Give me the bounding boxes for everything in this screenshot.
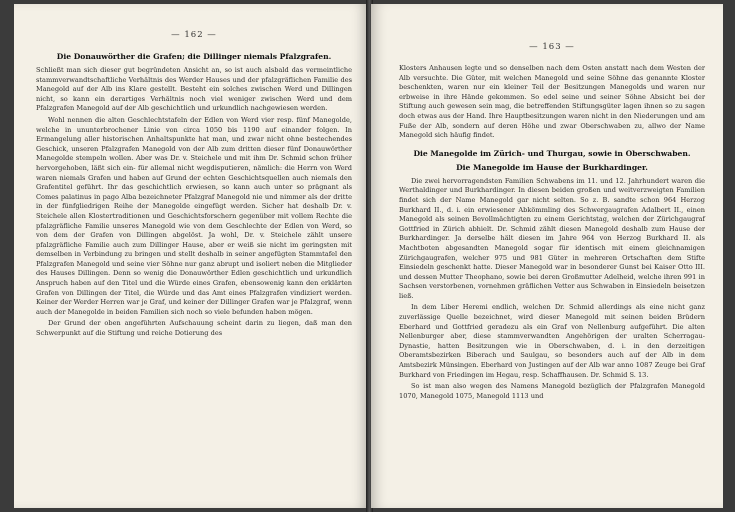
right-paragraph-1: Die zwei hervorragendsten Familien Schwabens im 11. und 12. Jahrhundert waren die Werthaldinger und Burkhardinger. In diesen beiden großen und weitverzweigten Familien findet sich der Name Manegold gar nicht selten. So z. B. sandte schon 964 Herzog Burkhard II., d. i. ein erwiesener Abkömmling des Schwergaugrafen Adalbert II., einen Manegold als seinen Bevollmächtigten zu einem Gerichtstag, welchen der Zürichgaugraf Gottfried in Zürich abhielt. Dr. Schmid zählt diesen Manegold deshalb zum Hause der Burkhardinger. Ja derselbe hält diesen im Jahre 964 von Herzog Burkhard II. als Machtboten abgesandten Manegold sogar für identisch mit einem gleichnamigen Zürichgaugrafen, welcher 975 und 981 Güter in mehreren Ortschaften dem Stifte Einsiedeln geschenkt hatte. Dieser Manegold war in besonderer Gunst bei Kaiser Otto III. und dessen Mutter Theophano, sowie bei deren Großmutter Adelheid, welche ihren 991 in Sachsen verstorbenen, vornehmen gräflichen Vetter aus Schwaben in Einsiedeln beisetzen ließ. — [399, 176, 705, 300]
right-section-heading-2: Die Manegolde im Hause der Burkhardinger. — [456, 162, 648, 172]
left-paragraph-1: Schließt man sich dieser gut begründeten Ansicht an, so ist auch alsbald das vermeintliche stammverwandtschaftliche Verhältnis des Werder Hauses und der pfalzgräflichen Familie des Manegold auf der Alb ins Klare gestellt. Besteht ein solches zwischen Werd und Dillingen nicht, so kann ein derartiges Verhältnis noch viel weniger zwischen Werd und dem Pfalzgrafen Manegold auf der Alb geschichtlich und urkundlich nachgewiesen werden. — [36, 66, 352, 113]
right-page — [371, 4, 723, 508]
left-page-number: — 162 — — [171, 30, 217, 40]
left-page — [14, 4, 368, 508]
right-paragraph-3: So ist man also wegen des Namens Manegold bezüglich der Pfalzgrafen Manegold 1070, Manegold 1075, Manegold 1113 und — [399, 382, 705, 400]
right-section-heading-1: Die Manegolde im Zürich- und Thurgau, sowie in Oberschwaben. — [413, 148, 691, 158]
left-paragraph-3: Der Grund der oben angeführten Aufschauung scheint darin zu liegen, daß man den Schwerpunkt auf die Stiftung und reiche Dotierung des — [36, 319, 352, 338]
right-paragraph-2: In dem Liber Heremi endlich, welchen Dr. Schmid allerdings als eine nicht ganz zuverlässige Quelle bezeichnet, wird dieser Manegold mit seinen beiden Brüdern Eberhard und Gottfried geradezu als ein Graf von Nellenburg aufgeführt. Die alten Nellenburger aber, diese stammverwandten Angehörigen der uralten Scherragau-Dynastie, hatten Besitzungen wie in Oberschwaben, d. i. in den derzeitigen Oberamtsbezirken Biberach und Saulgau, so besonders auch auf der Alb in dem Amtsbezirk Münsingen. Eberhard von Justingen auf der Alb war anno 1087 Zeuge bei Graf Burkhard von Friedingen im Hegau, resp. Schaffhausen. Dr. Schmid S. 13. — [399, 303, 705, 379]
left-paragraph-2: Wohl nennen die alten Geschlechtstafeln der Edlen von Werd vier resp. fünf Manegolde, welche in ununterbrochener Linie von circa 1050 bis 1190 auf einander folgen. In Ermangelung aller historischen Anhaltspunkte hat man, und zwar nicht ohne bestechendes Geschick, unseren Pfalzgrafen Manegold von der Alb zum dritten dieser fünf Donauwörther Manegolde stempeln wollen. Aber was Dr. v. Steichele und mit ihm Dr. Schmid schon früher hervorgehoben, läßt sich ein- für allemal nicht wegdisputieren, nämlich: die Herrn von Werd waren niemals Grafen und haben auf Grund der echten Geschichtsquellen auch niemals den Grafentitel geführt. Ihr das geschichtlich erwiesen, so kann auch unter so prägnant als Comes palatinus in pago Alba bezeichneter Pfalzgraf Manegold nie und nimmer als der dritte in der fünfgliedrigen Reihe der Manegolde eingefügt werden. Sicher hat deshalb Dr. v. Steichele allen Klostertraditionen und Geschichtsforschern gegenüber mit vollem Rechte die pfalzgräfliche Familie unseres Manegold wie von dem Geschlechte der Edlen von Werd, so von dem der Grafen von Dillingen abgelöst. Ja wohl, Dr. v. Steichele zählt unsere pfalzgräfliche Familie auch zum Dillinger Hause, aber er weiß sie nicht im geringsten mit demselben in Verbindung zu bringen und stellt deshalb in seiner angefügten Stammtafel den Pfalzgrafen Manegold und seine vier Söhne nur ganz abrupt und isoliert neben die Mitglieder des Hauses Dillingen. Denn so wenig die Donauwörther Edlen geschichtlich und urkundlich Anspruch haben auf den Titel und die Würde eines Grafen, ebensowenig kann den erklärten Grafen von Dillingen der Titel, die Würde und das Amt eines Pfalzgrafen vindiziert werden. Keiner der Werder Herren war je Graf, und keiner der Dillinger Grafen war je Pfalzgraf, wenn auch der Manegolde in beiden Familien sich noch so viele befunden haben mögen. — [36, 115, 352, 316]
right-intro-paragraph: Klosters Anhausen legte und so denselben nach dem Osten anstatt nach dem Westen der Alb versuchte. Die Güter, mit welchen Manegold und seine Söhne das genannte Kloster beschenkten, waren nur ein kleiner Teil der Besitzungen Manegolds und waren nur erbweise in ihre Hände gekommen. So edel seine und seiner Söhne Absicht bei der Stiftung auch gewesen sein mag, die betreffenden Stiftungsgüter lagen ihnen so zu sagen doch etwas aus der Hand. Ihre Hauptbesitzungen waren nicht in den Niederungen und am Fuße der Alb, sondern auf deren Höhe und zwar Oberschwaben zu, allwo der Name Manegold sich häufig findet. — [399, 64, 705, 140]
right-page-number: — 163 — — [529, 42, 575, 52]
left-section-heading: Die Donauwörther die Grafen; die Dillinger niemals Pfalzgrafen. — [56, 52, 332, 61]
